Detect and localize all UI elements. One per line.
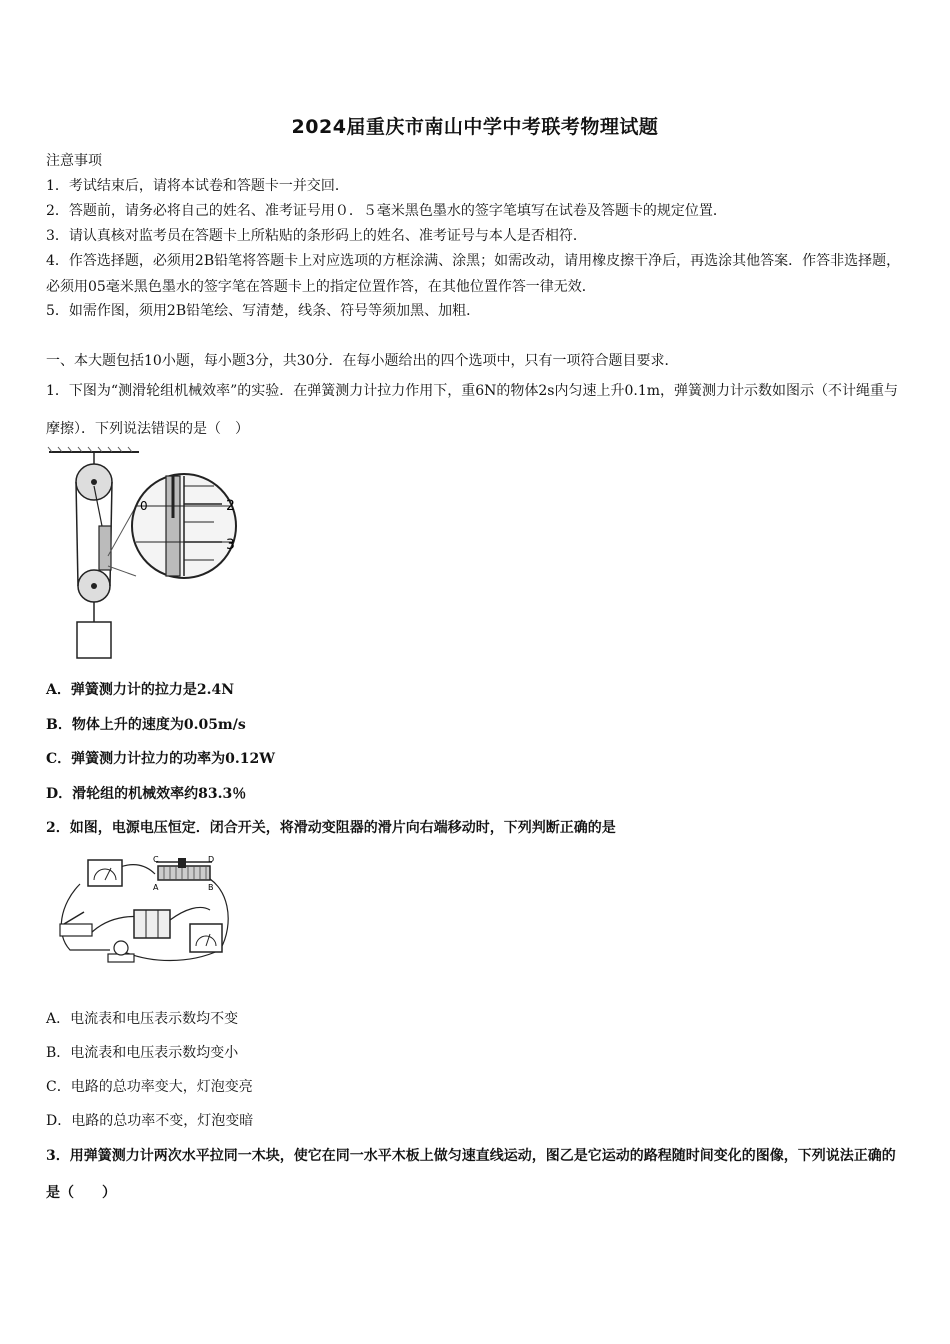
- notice-item-5: 5．如需作图，须用2B铅笔绘、写清楚，线条、符号等须加黑、加粗．: [46, 303, 481, 319]
- q1-option-d: D．滑轮组的机械效率约83.3％: [46, 786, 247, 802]
- q2-option-d: D．电路的总功率不变，灯泡变暗: [46, 1113, 254, 1129]
- notice-item-4: 4．作答选择题，必须用2B铅笔将答题卡上对应选项的方框涂满、涂黑；如需改动，请用橡皮擦干净后，再选涂其他答案．作答非选择题，必须用05毫米黑色墨水的签字笔在答题卡上的指定位置作答，在其他位置作答一律无效．: [46, 253, 901, 295]
- rheostat-label-b: B: [208, 883, 214, 892]
- rheostat-label-d: D: [208, 855, 215, 864]
- scale-tick-3: 3: [226, 537, 235, 553]
- q1-stem: 1．下图为“测滑轮组机械效率”的实验．在弹簧测力计拉力作用下，重6N的物体2s内匀速上升0.1m，弹簧测力计示数如图示（不计绳重与摩擦）．下列说法错误的是（ ）: [46, 383, 899, 437]
- q2-stem: 2．如图，电源电压恒定．闭合开关，将滑动变阻器的滑片向右端移动时，下列判断正确的是: [46, 820, 616, 836]
- pulley-figure: [44, 446, 244, 662]
- rheostat-label-a: A: [153, 883, 159, 892]
- rheostat-label-c: C: [153, 855, 159, 864]
- circuit-figure: [50, 854, 240, 970]
- notice-item-1: 1．考试结束后，请将本试卷和答题卡一并交回．: [46, 178, 349, 194]
- q2-option-b: B．电流表和电压表示数均变小: [46, 1045, 239, 1061]
- q2-option-a: A．电流表和电压表示数均不变: [46, 1011, 239, 1027]
- section-heading: 一、本大题包括10小题，每小题3分，共30分．在每小题给出的四个选项中，只有一项符合题目要求．: [46, 353, 679, 369]
- q2-option-c: C．电路的总功率变大，灯泡变亮: [46, 1079, 253, 1095]
- q3-stem: 3．用弹簧测力计两次水平拉同一木块，使它在同一水平木板上做匀速直线运动，图乙是它运动的路程随时间变化的图像，下列说法正确的是（ ）: [46, 1148, 896, 1201]
- scale-tick-2: 2: [226, 498, 235, 514]
- q1-option-b: B．物体上升的速度为0.05m/s: [46, 717, 246, 733]
- notice-item-2: 2．答题前，请务必将自己的姓名、准考证号用０．５毫米黑色墨水的签字笔填写在试卷及答题卡的规定位置．: [46, 203, 727, 219]
- notice-heading: 注意事项: [46, 153, 102, 169]
- notice-item-3: 3．请认真核对监考员在答题卡上所粘贴的条形码上的姓名、准考证号与本人是否相符．: [46, 228, 587, 244]
- q1-option-a: A．弹簧测力计的拉力是2.4N: [46, 682, 235, 698]
- page-title: 2024届重庆市南山中学中考联考物理试题: [291, 116, 659, 138]
- scale-pointer-label: 0: [140, 499, 148, 513]
- q1-option-c: C．弹簧测力计拉力的功率为0.12W: [46, 751, 275, 767]
